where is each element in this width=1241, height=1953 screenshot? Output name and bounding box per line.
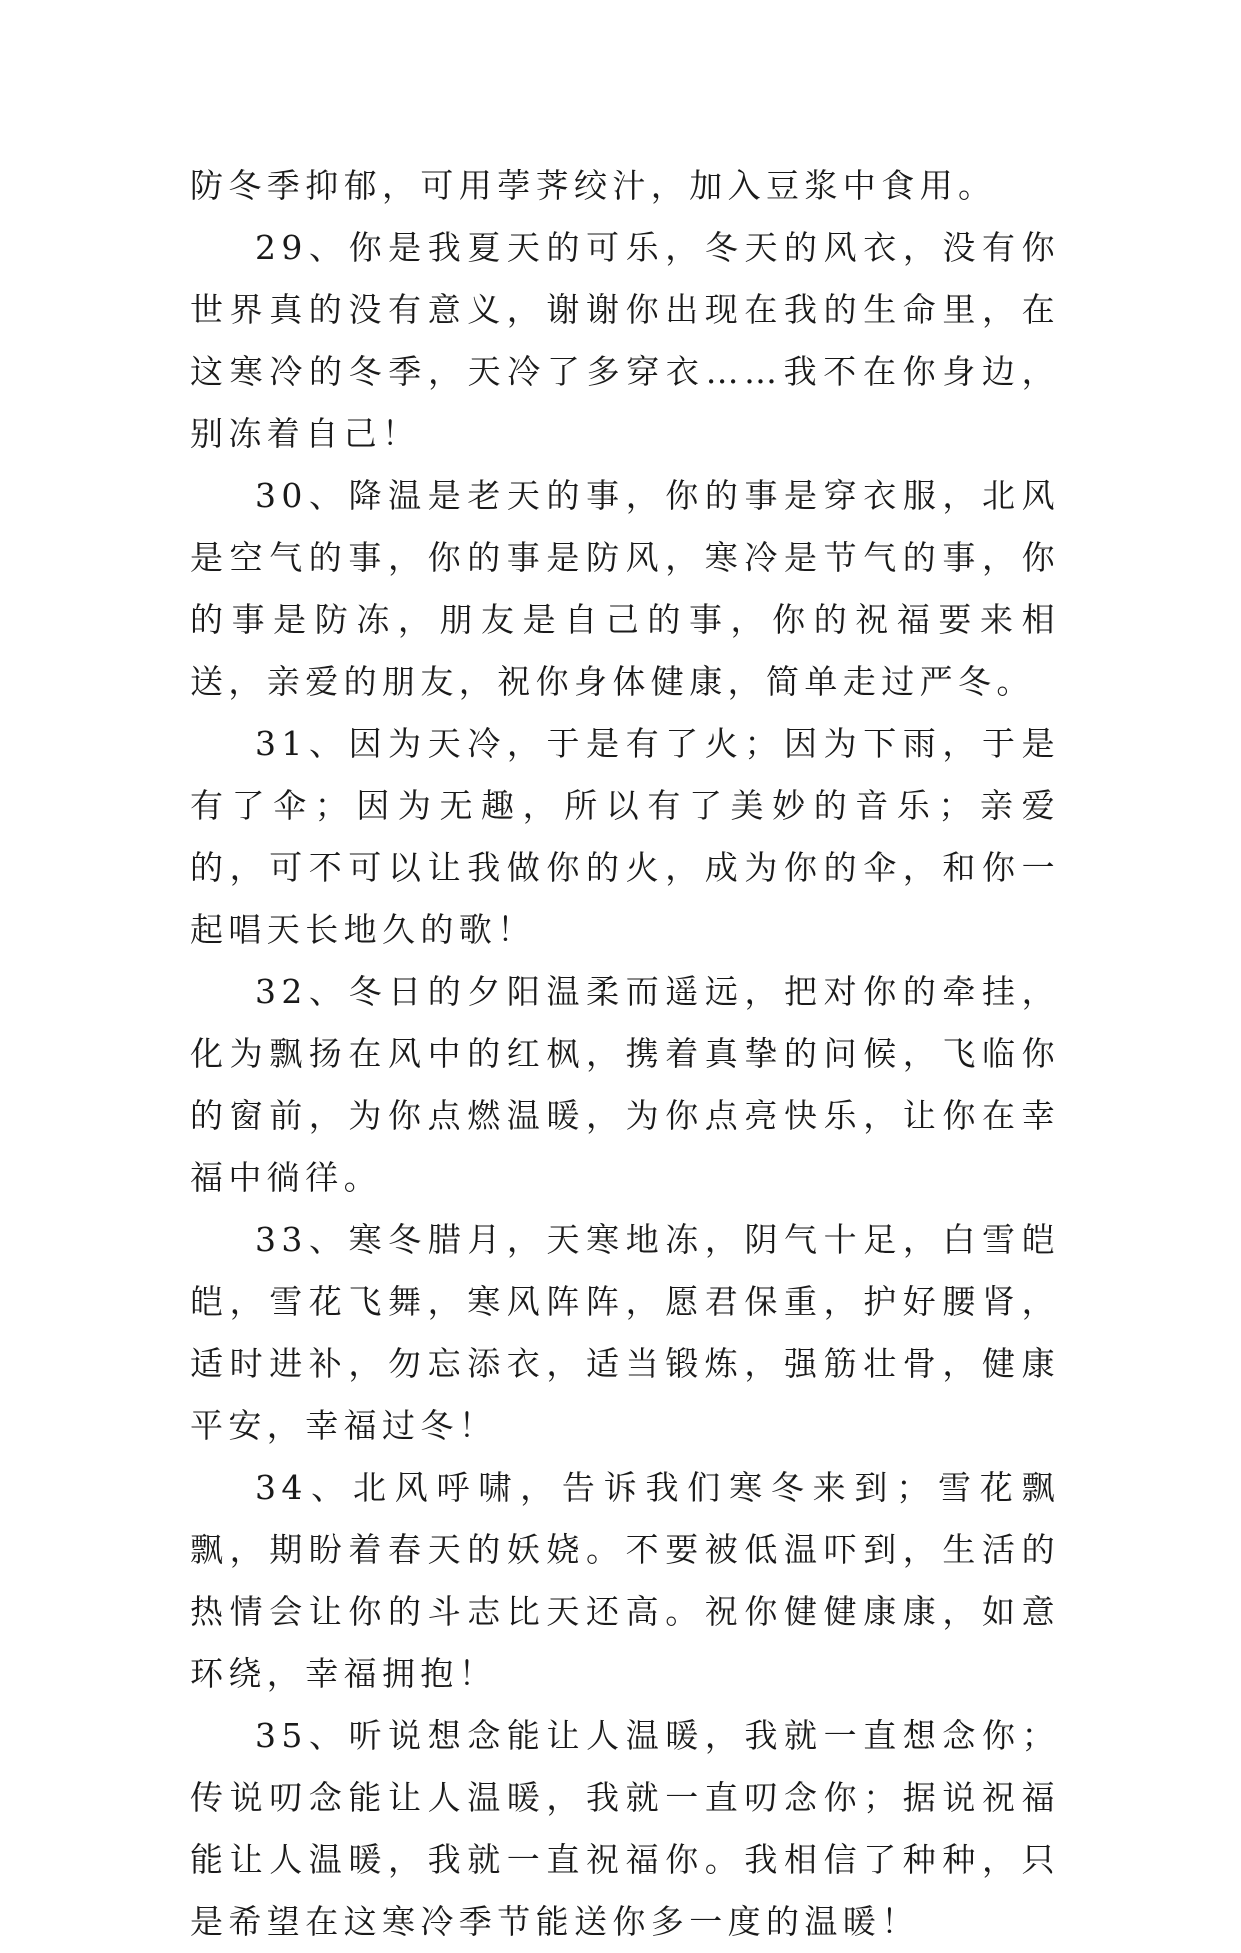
- document-body: [190, 155, 1060, 1953]
- paragraph-32: 32、冬日的夕阳温柔而遥远，把对你的牵挂，化为飘扬在风中的红枫，携着真挚的问候，飞临你的窗前，为你点燃温暖，为你点亮快乐，让你在幸福中徜徉。: [190, 972, 1060, 1197]
- paragraph-33: 33、寒冬腊月，天寒地冻，阴气十足，白雪皑皑，雪花飞舞，寒风阵阵，愿君保重，护好腰肾，适时进补，勿忘添衣，适当锻炼，强筋壮骨，健康平安，幸福过冬！: [190, 1220, 1060, 1445]
- paragraph-29: 29、你是我夏天的可乐，冬天的风衣，没有你世界真的没有意义，谢谢你出现在我的生命里，在这寒冷的冬季，天冷了多穿衣……我不在你身边，别冻着自己！: [190, 228, 1060, 453]
- paragraph-34: 34、北风呼啸，告诉我们寒冬来到；雪花飘飘，期盼着春天的妖娆。不要被低温吓到，生活的热情会让你的斗志比天还高。祝你健健康康，如意环绕，幸福拥抱！: [190, 1468, 1060, 1693]
- paragraph-31: 31、因为天冷，于是有了火；因为下雨，于是有了伞；因为无趣，所以有了美妙的音乐；亲爱的，可不可以让我做你的火，成为你的伞，和你一起唱天长地久的歌！: [190, 724, 1060, 949]
- paragraph-35: 35、听说想念能让人温暖，我就一直想念你；传说叨念能让人温暖，我就一直叨念你；据说祝福能让人温暖，我就一直祝福你。我相信了种种，只是希望在这寒冷季节能送你多一度的温暖！: [190, 1716, 1060, 1941]
- paragraph-30: 30、降温是老天的事，你的事是穿衣服，北风是空气的事，你的事是防风，寒冷是节气的事，你的事是防冻，朋友是自己的事，你的祝福要来相送，亲爱的朋友，祝你身体健康，简单走过严冬。: [190, 476, 1060, 701]
- paragraph-continuation: 防冬季抑郁，可用荸荠绞汁，加入豆浆中食用。: [190, 166, 997, 205]
